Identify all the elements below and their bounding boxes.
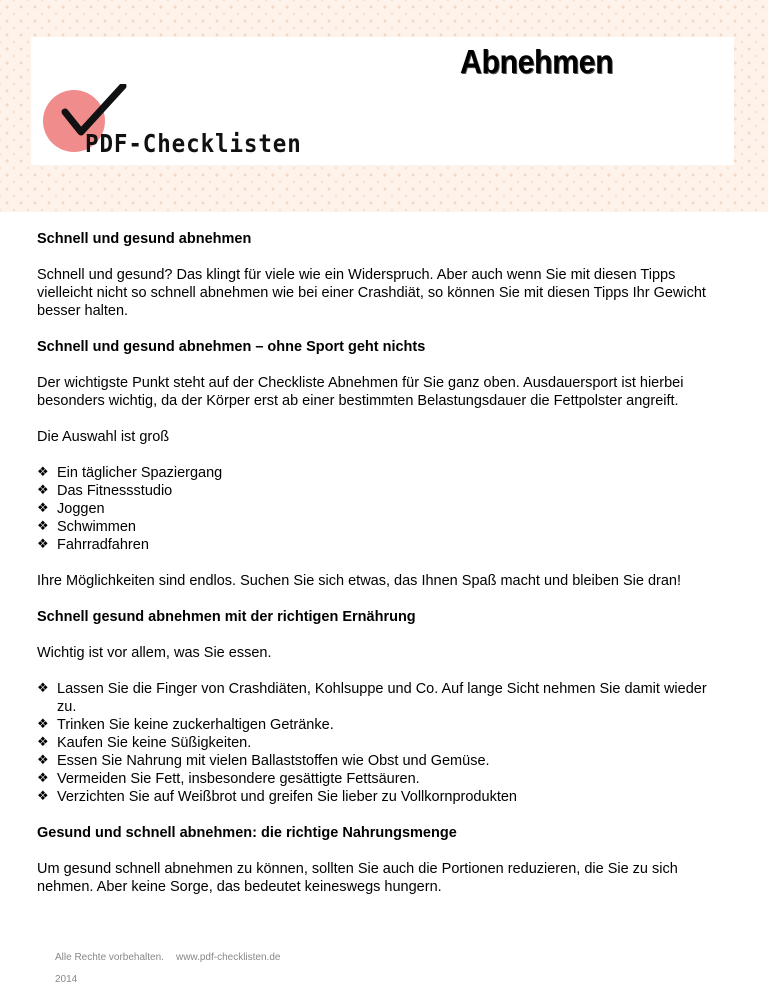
logo (43, 87, 302, 162)
list-item (37, 500, 717, 518)
bullet-icon: ❖ (37, 789, 49, 804)
footer-year: 2014 (55, 974, 78, 985)
list-item (37, 680, 717, 716)
header-box (31, 37, 734, 165)
bullet-icon: ❖ (37, 537, 49, 552)
bullet-icon: ❖ (37, 771, 49, 786)
list-item (37, 464, 717, 482)
page-title: Abnehmen (460, 43, 614, 80)
section-heading: Schnell und gesund abnehmen (37, 231, 252, 247)
list-item-text: Verzichten Sie auf Weißbrot und greifen Sie lieber zu Vollkornprodukten (57, 789, 517, 805)
list-item (37, 752, 717, 770)
footer (55, 947, 292, 991)
paragraph: Wichtig ist vor allem, was Sie essen. (37, 645, 272, 661)
section-heading: Gesund und schnell abnehmen: die richtige Nahrungsmenge (37, 825, 457, 841)
list-item (37, 770, 717, 788)
paragraph: Schnell und gesund? Das klingt für viele wie ein Widerspruch. Aber auch wenn Sie mit diesen Tipps vielleicht nicht so schnell abnehmen wie bei einer Crashdiät, so können Sie mit diesen Tipps Ihr Gewicht besser halten. (37, 267, 706, 319)
footer-url[interactable]: www.pdf-checklisten.de (175, 952, 281, 963)
list-item (37, 536, 717, 554)
bullet-icon: ❖ (37, 753, 49, 768)
header-background (0, 0, 768, 212)
bullet-icon: ❖ (37, 681, 49, 696)
paragraph: Um gesund schnell abnehmen zu können, sollten Sie auch die Portionen reduzieren, die Sie zu sich nehmen. Aber keine Sorge, das bedeutet keineswegs hungern. (37, 861, 678, 895)
paragraph: Der wichtigste Punkt steht auf der Checkliste Abnehmen für Sie ganz oben. Ausdauersport ist hierbei besonders wichtig, da der Körper erst ab einer bestimmten Belastungsdauer die Fettpolster angreift. (37, 375, 684, 409)
bullet-icon: ❖ (37, 735, 49, 750)
bullet-list (37, 680, 717, 806)
section-heading: Schnell und gesund abnehmen – ohne Sport geht nichts (37, 339, 426, 355)
list-item (37, 734, 717, 752)
bullet-icon: ❖ (37, 501, 49, 516)
paragraph: Ihre Möglichkeiten sind endlos. Suchen Sie sich etwas, das Ihnen Spaß macht und bleiben Sie dran! (37, 573, 682, 589)
list-item (37, 518, 717, 536)
section-heading: Schnell gesund abnehmen mit der richtigen Ernährung (37, 609, 416, 625)
bullet-icon: ❖ (37, 465, 49, 480)
list-item-text: Vermeiden Sie Fett, insbesondere gesättigte Fettsäuren. (57, 771, 420, 787)
list-item-text: Joggen (57, 501, 105, 517)
list-item-text: Kaufen Sie keine Süßigkeiten. (57, 735, 252, 751)
list-item (37, 788, 717, 806)
list-item-text: Essen Sie Nahrung mit vielen Ballaststoffen wie Obst und Gemüse. (57, 753, 490, 769)
bullet-icon: ❖ (37, 483, 49, 498)
list-item-text: Schwimmen (57, 519, 136, 535)
list-item (37, 482, 717, 500)
list-item (37, 716, 717, 734)
bullet-icon: ❖ (37, 717, 49, 732)
footer-rights: Alle Rechte vorbehalten. (55, 952, 164, 963)
list-item-text: Fahrradfahren (57, 537, 149, 553)
logo-text: PDF-Checklisten (85, 129, 302, 158)
list-item-text: Ein täglicher Spaziergang (57, 465, 223, 481)
bullet-icon: ❖ (37, 519, 49, 534)
list-item-text: Trinken Sie keine zuckerhaltigen Getränke. (57, 717, 334, 733)
list-item-text: Das Fitnessstudio (57, 483, 173, 499)
list-item-text: Lassen Sie die Finger von Crashdiäten, Kohlsuppe und Co. Auf lange Sicht nehmen Sie damit wieder zu. (57, 681, 707, 715)
paragraph: Die Auswahl ist groß (37, 429, 170, 445)
bullet-list (37, 464, 717, 554)
document-body (37, 230, 717, 914)
